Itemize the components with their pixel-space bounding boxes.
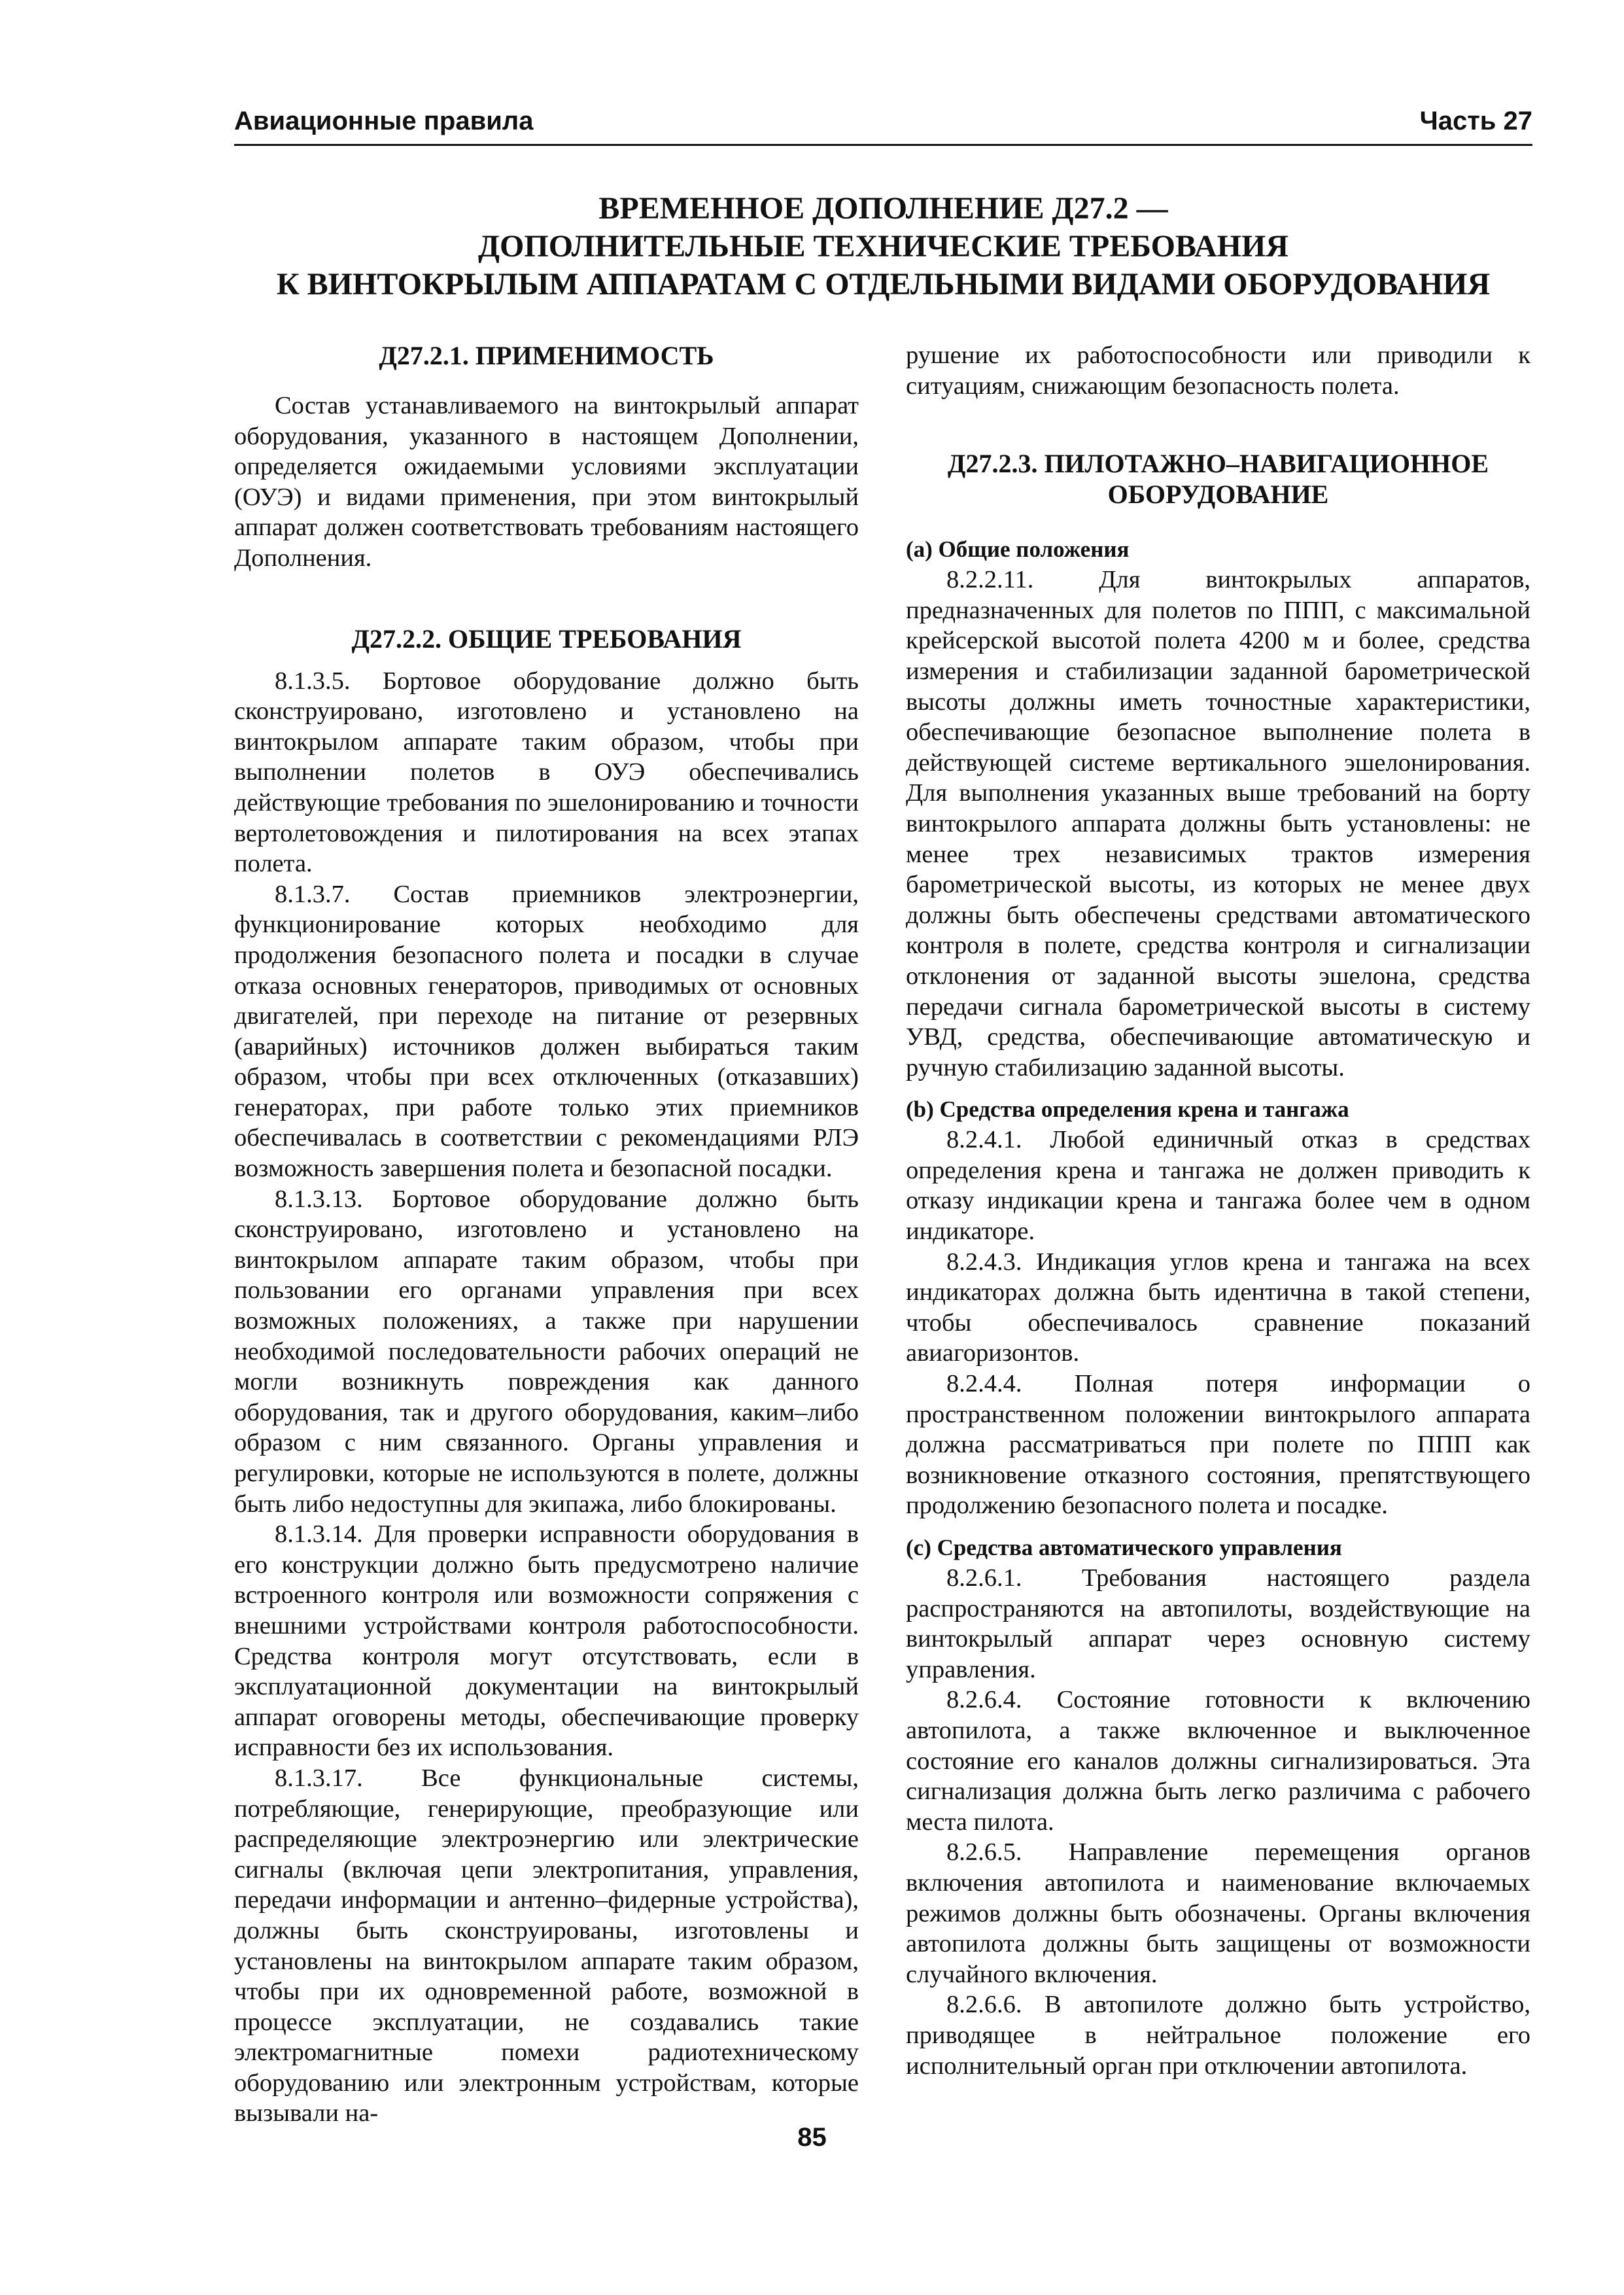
- subheading-roll-pitch-means: (b) Средства определения крена и тангажа: [906, 1096, 1349, 1123]
- running-header: [234, 98, 1532, 146]
- paragraph-8-2-2-11: 8.2.2.11. Для винтокрылых аппаратов, предназначенных для полетов по ППП, с максимальной крейсерской высотой полета 4200 м и более, средства измерения и стабилизации заданной барометрической высоты должны иметь точностные характеристики, обеспечивающие безопасное выполнение полета в действующей системе вертикального эшелонирования. Для выполнения указанных выше требований на борту винтокрылого аппарата должны быть установлены: не менее трех независимых трактов измерения барометрической высоты, из которых не менее двух должны быть обеспечены средствами автоматического контроля в полете, средства контроля и сигнализации отклонения от заданной высоты эшелона, средства передачи сигнала барометрической высоты в систему УВД, средства, обеспечивающие автоматическую и ручную стабилизацию заданной высоты.: [906, 566, 1530, 1081]
- page-number: 85: [797, 2123, 827, 2152]
- paragraph-8-1-3-5: 8.1.3.5. Бортовое оборудование должно быть сконструировано, изготовлено и установлено на винтокрылом аппарате таким образом, чтобы при выполнении полетов в ОУЭ обеспечивались действующие требования по эшелонированию и точности вертолетовождения и пилотирования на всех этапах полета.: [234, 667, 859, 878]
- title-line-3: К ВИНТОКРЫЛЫМ АППАРАТАМ С ОТДЕЛЬНЫМИ ВИДАМИ ОБОРУДОВАНИЯ: [276, 267, 1491, 302]
- paragraph-8-2-4-3: 8.2.4.3. Индикация углов крена и тангажа на всех индикаторах должна быть идентична в такой степени, чтобы обеспечивалось сравнение показаний авиагоризонтов.: [906, 1248, 1530, 1367]
- document-title: [234, 190, 1532, 304]
- paragraph-8-2-6-6: 8.2.6.6. В автопилоте должно быть устройство, приводящее в нейтральное положение его исполнительный орган при отключении автопилота.: [906, 1991, 1530, 2080]
- paragraph-applicability: Состав устанавливаемого на винтокрылый аппарат оборудования, указанного в настоящем Дополнении, определяется ожидаемыми условиями эксплуатации (ОУЭ) и видами применения, при этом винтокрылый аппарат должен соответствовать требованиям настоящего Дополнения.: [234, 392, 859, 572]
- title-line-2: ДОПОЛНИТЕЛЬНЫЕ ТЕХНИЧЕСКИЕ ТРЕБОВАНИЯ: [478, 229, 1288, 264]
- paragraph-8-1-3-17: 8.1.3.17. Все функциональные системы, потребляющие, генерирующие, преобразующие или распределяющие электроэнергию или электрические сигналы (включая цепи электропитания, управления, передачи информации и антенно–фидерные устройства), должны быть сконструированы, изготовлены и установлены на винтокрылом аппарате таким образом, чтобы при их одновременной работе, возможной в процессе эксплуатации, не создавались такие электромагнитные помехи радиотехническому оборудованию или электронным устройствам, которые вызывали на-: [234, 1764, 859, 2128]
- right-column: [906, 340, 1530, 2081]
- paragraph-8-2-6-4: 8.2.6.4. Состояние готовности к включению автопилота, а также включенное и выключенное состояние его каналов должны сигнализироваться. Эта сигнализация должна быть легко различима с рабочего места пилота.: [906, 1686, 1530, 1836]
- section-heading-applicability: Д27.2.1. ПРИМЕНИМОСТЬ: [379, 341, 714, 370]
- section-heading-flight-navigation-line-1: Д27.2.3. ПИЛОТАЖНО–НАВИГАЦИОННОЕ: [947, 449, 1489, 479]
- paragraph-8-2-4-4: 8.2.4.4. Полная потеря информации о пространственном положении винтокрылого аппарата должна рассматриваться при полете по ППП как возникновение отказного состояния, препятствующего продолжению безопасного полета и посадке.: [906, 1370, 1530, 1520]
- section-heading-general-requirements: Д27.2.2. ОБЩИЕ ТРЕБОВАНИЯ: [351, 623, 742, 654]
- header-book-title: Авиационные правила: [234, 107, 534, 135]
- subheading-automatic-control: (c) Средства автоматического управления: [906, 1535, 1342, 1560]
- paragraph-8-2-4-1: 8.2.4.1. Любой единичный отказ в средствах определения крена и тангажа не должен приводить к отказу индикации крена и тангажа более чем в одном индикаторе.: [906, 1126, 1530, 1246]
- subheading-general-provisions: (a) Общие положения: [906, 536, 1130, 563]
- left-column: [234, 340, 859, 2129]
- title-line-1: ВРЕМЕННОЕ ДОПОЛНЕНИЕ Д27.2 —: [598, 191, 1168, 226]
- paragraph-8-2-6-5: 8.2.6.5. Направление перемещения органов включения автопилота и наименование включаемых режимов должны быть обозначены. Органы включения автопилота должны быть защищены от возможности случайного включения.: [906, 1838, 1530, 1988]
- paragraph-continuation: рушение их работоспособности или приводили к ситуациям, снижающим безопасность полета.: [906, 342, 1530, 400]
- paragraph-8-1-3-7: 8.1.3.7. Состав приемников электроэнергии, функционирование которых необходимо для продолжения безопасного полета и посадки в случае отказа основных генераторов, приводимых от основных двигателей, при переходе на питание от резервных (аварийных) источников должен выбираться таким образом, чтобы при всех отключенных (отказавших) генераторах, при работе только этих приемников обеспечивалась в соответствии с рекомендациями РЛЭ возможность завершения полета и безопасной посадки.: [234, 880, 859, 1183]
- paragraph-8-1-3-13: 8.1.3.13. Бортовое оборудование должно быть сконструировано, изготовлено и установлено на винтокрылом аппарате таким образом, чтобы при пользовании его органами управления при всех возможных положениях, а также при нарушении необходимой последовательности рабочих операций не могли возникнуть повреждения как данного оборудования, так и другого оборудования, каким–либо образом с ним связанного. Органы управления и регулировки, которые не используются в полете, должны быть либо недоступны для экипажа, либо блокированы.: [234, 1185, 859, 1518]
- header-part-label: Часть 27: [1419, 107, 1532, 135]
- paragraph-8-2-6-1: 8.2.6.1. Требования настоящего раздела распространяются на автопилоты, воздействующие на винтокрылый аппарат через основную систему управления.: [906, 1564, 1530, 1683]
- paragraph-8-1-3-14: 8.1.3.14. Для проверки исправности оборудования в его конструкции должно быть предусмотрено наличие встроенного контроля или возможности сопряжения с внешними устройствами контроля работоспособности. Средства контроля могут отсутствовать, если в эксплуатационной документации на винтокрылый аппарат оговорены методы, обеспечивающие проверку исправности без их использования.: [234, 1520, 859, 1762]
- section-heading-flight-navigation-line-2: ОБОРУДОВАНИЕ: [1107, 480, 1329, 510]
